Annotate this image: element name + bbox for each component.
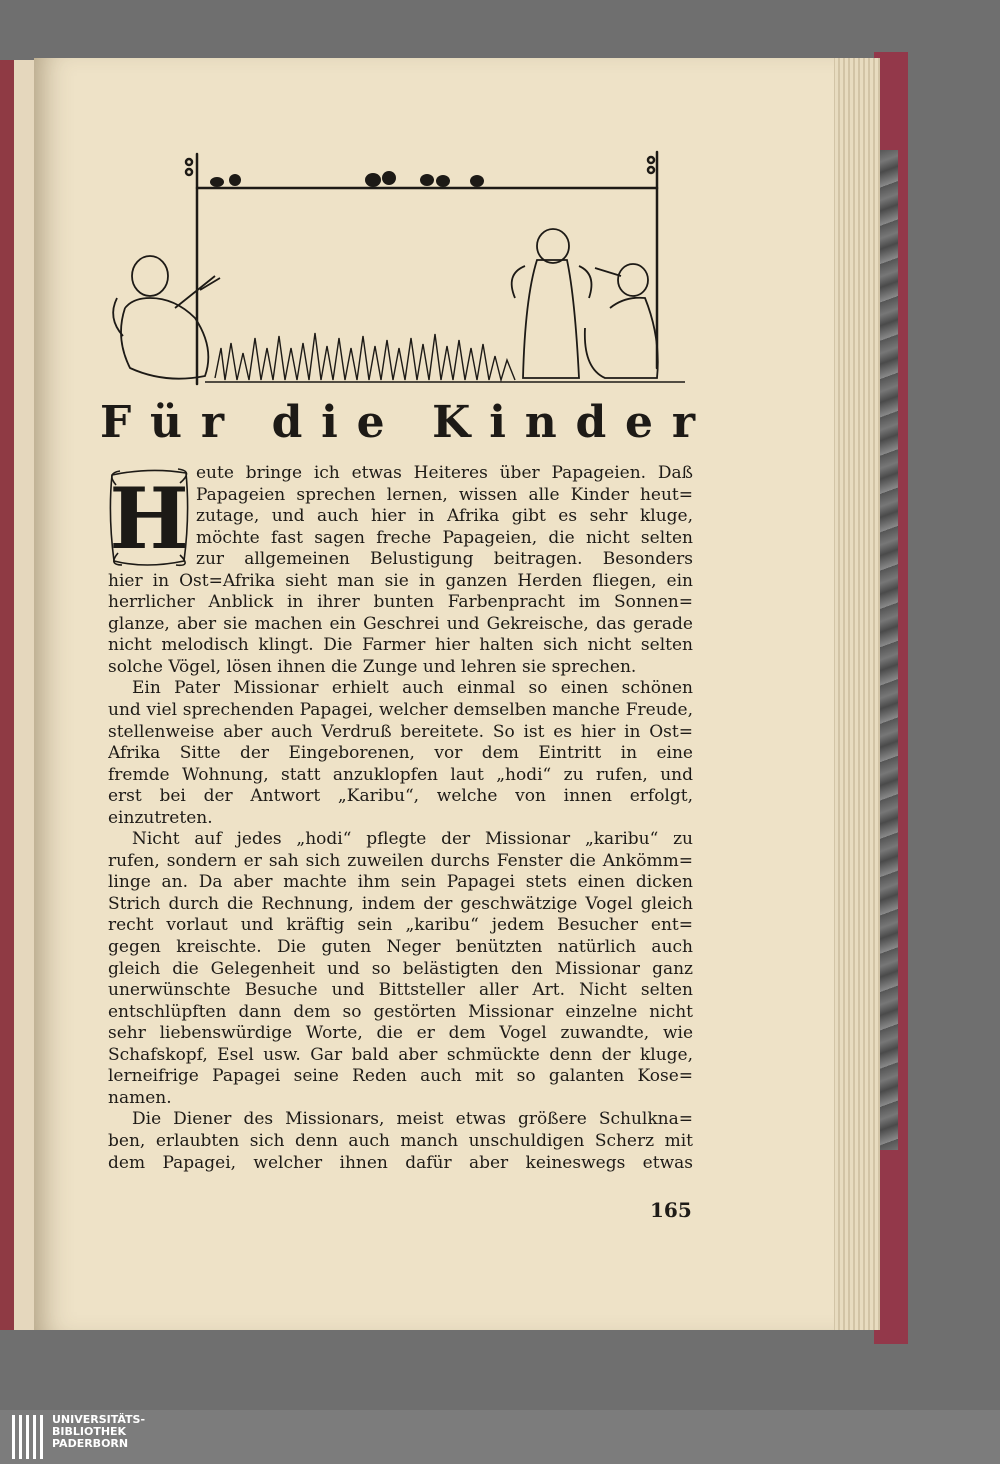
drop-cap-letter: H [109, 468, 189, 568]
title-letter: K [432, 396, 471, 448]
text-line: linge an. Da aber machte ihm sein Papagei stets einen dicken [108, 872, 693, 893]
article-body [108, 463, 693, 1174]
text-line: Nicht auf jedes „hodi“ pflegte der Missionar „karibu“ zu [132, 829, 693, 850]
text-line: Schafskopf, Esel usw. Gar bald aber schmückte denn der kluge, [108, 1044, 693, 1065]
title-letter: ü [150, 396, 183, 448]
text-line: Ein Pater Missionar erhielt auch einmal so einen schönen [132, 678, 693, 699]
text-line: und viel sprechenden Papagei, welcher demselben manche Freude, [108, 700, 693, 721]
text-line: recht vorlaut und kräftig sein „karibu“ jedem Besucher ent= [108, 915, 693, 936]
title-letter: e [625, 396, 654, 448]
library-footer [0, 1410, 1000, 1464]
text-line: herrlicher Anblick in ihrer bunten Farbenpracht im Sonnen= [108, 592, 693, 613]
text-line: nicht melodisch klingt. Die Farmer hier halten sich nicht selten [108, 635, 693, 656]
text-line: solche Vögel, lösen ihnen die Zunge und lehren sie sprechen. [108, 656, 637, 677]
children-birds-illustration [105, 148, 695, 388]
page-number: 165 [650, 1198, 692, 1222]
text-line: einzutreten. [108, 807, 213, 828]
title-letter: r [200, 396, 224, 448]
title-letter: r [671, 396, 695, 448]
text-line: gleich die Gelegenheit und so belästigten den Missionar ganz [108, 958, 693, 979]
title-letter: F [100, 396, 132, 448]
text-line: Papageien sprechen lernen, wissen alle Kinder heut= [196, 484, 693, 505]
marbled-edge [878, 150, 898, 1150]
title-letter: n [524, 396, 557, 448]
text-line: gegen kreischte. Die guten Neger benützten natürlich auch [108, 937, 693, 958]
title-letter: e [356, 396, 385, 448]
page-title [100, 397, 695, 447]
text-line: Afrika Sitte der Eingeborenen, vor dem Eintritt in eine [108, 743, 693, 764]
text-line: sehr liebenswürdige Worte, die er dem Vogel zuwandte, wie [108, 1023, 693, 1044]
title-letter: i [489, 396, 506, 448]
title-letter: d [575, 396, 607, 448]
text-line: hier in Ost=Afrika sieht man sie in ganzen Herden fliegen, ein [108, 570, 693, 591]
text-line: eute bringe ich etwas Heiteres über Papageien. Daß [196, 463, 693, 483]
text-line: möchte fast sagen freche Papageien, die nicht selten [196, 527, 693, 548]
text-line: ben, erlaubten sich denn auch manch unschuldigen Scherz mit [108, 1130, 693, 1151]
text-line: erst bei der Antwort „Karibu“, welche von innen erfolgt, [108, 786, 693, 807]
library-line: UNIVERSITÄTS- [52, 1413, 146, 1426]
library-line: BIBLIOTHEK [52, 1425, 127, 1438]
library-logo-icon [12, 1415, 46, 1459]
text-line: stellenweise aber auch Verdruß bereitete. So ist es hier in Ost= [108, 721, 693, 742]
text-line: Strich durch die Rechnung, indem der geschwätzige Vogel gleich [108, 893, 693, 914]
library-line: PADERBORN [52, 1437, 129, 1450]
text-line: zur allgemeinen Belustigung beitragen. Besonders [196, 549, 693, 570]
left-cover [0, 60, 14, 1330]
text-line: rufen, sondern er sah sich zuweilen durchs Fenster die Ankömm= [108, 850, 693, 871]
text-line: zutage, und auch hier in Afrika gibt es sehr kluge, [196, 506, 693, 527]
text-line: fremde Wohnung, statt anzuklopfen laut „hodi“ zu rufen, und [108, 764, 693, 785]
text-line: dem Papagei, welcher ihnen dafür aber keineswegs etwas [108, 1152, 693, 1173]
text-line: unerwünschte Besuche und Bittsteller aller Art. Nicht selten [108, 980, 693, 1001]
text-line: glanze, aber sie machen ein Geschrei und Gekreische, das gerade [108, 613, 693, 634]
text-line: lerneifrige Papagei seine Reden auch mit so galanten Kose= [108, 1066, 693, 1087]
text-line: entschlüpften dann dem so gestörten Missionar einzelne nicht [108, 1001, 693, 1022]
library-name [52, 1414, 145, 1450]
title-letter: d [271, 396, 303, 448]
text-line: Die Diener des Missionars, meist etwas größere Schulkna= [132, 1109, 693, 1130]
text-line: namen. [108, 1087, 172, 1108]
title-letter: i [321, 396, 338, 448]
